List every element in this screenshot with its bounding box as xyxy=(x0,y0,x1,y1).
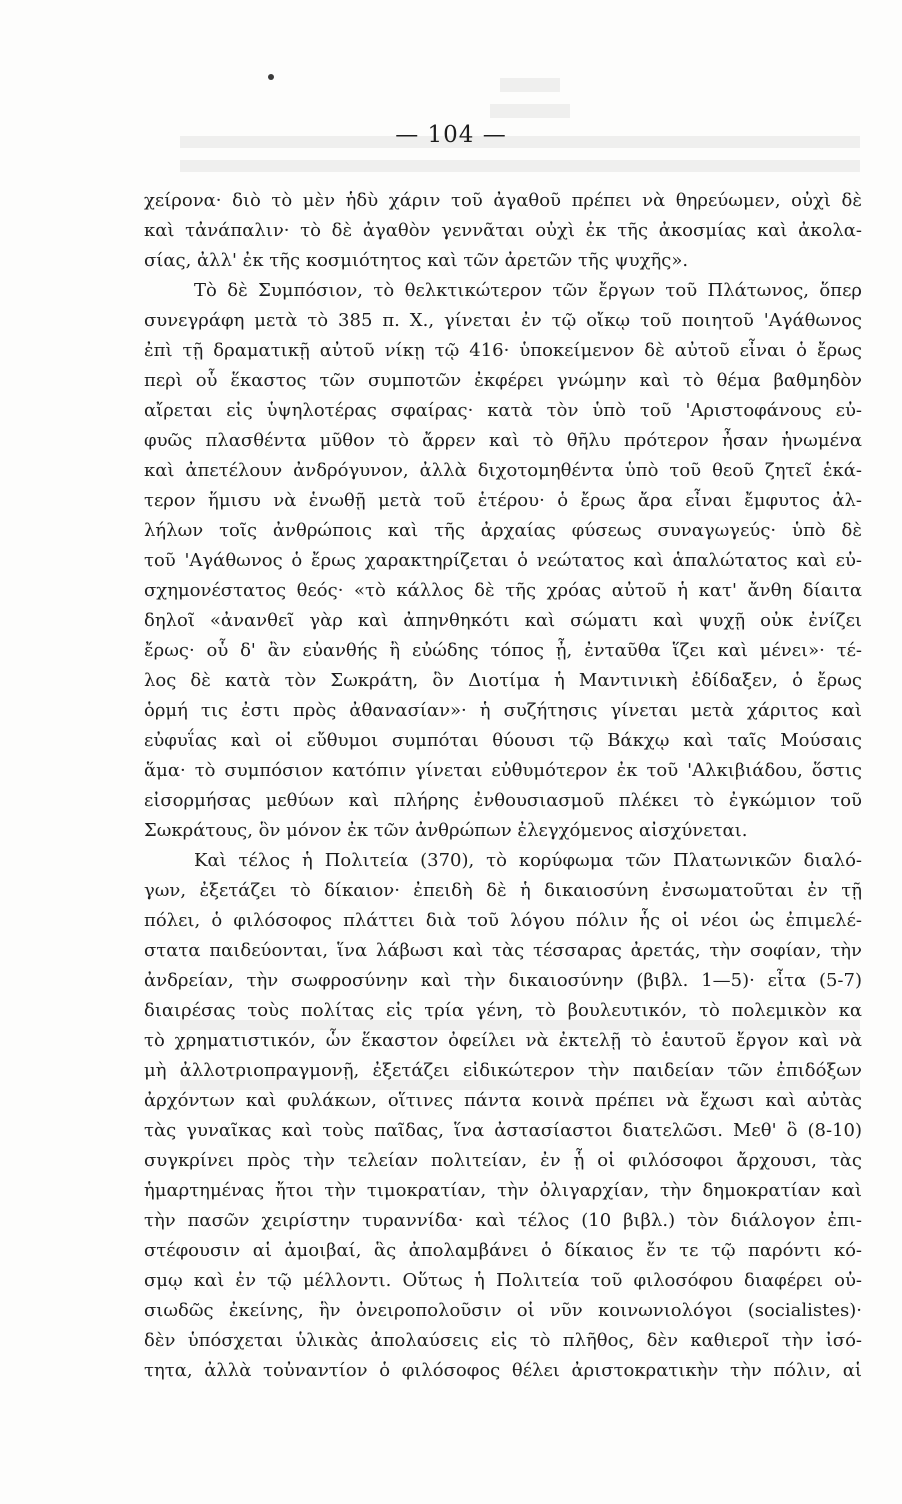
ink-speck xyxy=(268,74,274,80)
page-number: — 104 — xyxy=(395,122,507,148)
text-line: ἔρως· οὗ δ' ἂν εὐανθής ἢ εὐώδης τόπος ᾖ, ἐνταῦθα ἵζει καὶ μένει»· τέ- xyxy=(144,640,862,661)
text-line: τερον ἥμισυ νὰ ἑνωθῇ μετὰ τοῦ ἑτέρου· ὁ ἔρως ἄρα εἶναι ἔμφυτος ἀλ- xyxy=(144,490,862,511)
text-line: στατα παιδεύονται, ἵνα λάβωσι καὶ τὰς τέσσαρας ἀρετάς, τὴν σοφίαν, τὴν xyxy=(144,940,862,961)
text-line: Καὶ τέλος ἡ Πολιτεία (370), τὸ κορύφωμα τῶν Πλατωνικῶν διαλό- xyxy=(194,850,862,871)
text-line: Σωκράτους, ὃν μόνον ἐκ τῶν ἀνθρώπων ἐλεγχόμενος αἰσχύνεται. xyxy=(144,820,748,841)
text-line: σχημονέστατος θεός· «τὸ κάλλος δὲ τῆς χρόας αὐτοῦ ἡ κατ' ἄνθη δίαιτα xyxy=(144,580,862,601)
text-line: ἡμαρτημένας ἤτοι τὴν τιμοκρατίαν, τὴν ὀλιγαρχίαν, τὴν δημοκρατίαν καὶ xyxy=(144,1180,862,1201)
text-line: ἐπὶ τῇ δραματικῇ αὐτοῦ νίκῃ τῷ 416· ὑποκείμενον δὲ αὐτοῦ εἶναι ὁ ἔρως xyxy=(144,340,862,361)
text-line: τὸ χρηματιστικόν, ὧν ἕκαστον ὀφείλει νὰ ἐκτελῇ τὸ ἑαυτοῦ ἔργον καὶ νὰ xyxy=(144,1030,862,1051)
text-line: στέφουσιν αἱ ἀμοιβαί, ἃς ἀπολαμβάνει ὁ δίκαιος ἔν τε τῷ παρόντι κό- xyxy=(144,1240,862,1261)
text-line: λος δὲ κατὰ τὸν Σωκράτη, ὃν Διοτίμα ἡ Μαντινικὴ ἐδίδαξεν, ὁ ἔρως xyxy=(144,670,862,691)
text-line: δὲν ὑπόσχεται ὑλικὰς ἀπολαύσεις εἰς τὸ πλῆθος, δὲν καθιεροῖ τὴν ἰσό- xyxy=(144,1330,862,1351)
text-line: σίας, ἀλλ' ἐκ τῆς κοσμιότητος καὶ τῶν ἀρετῶν τῆς ψυχῆς». xyxy=(144,250,689,271)
text-line: συγκρίνει πρὸς τὴν τελείαν πολιτείαν, ἐν ᾗ οἱ φιλόσοφοι ἄρχουσι, τὰς xyxy=(144,1150,862,1171)
text-line: αἴρεται εἰς ὑψηλοτέρας σφαίρας· κατὰ τὸν ὑπὸ τοῦ 'Αριστοφάνους εὐ- xyxy=(144,400,862,421)
text-line: περὶ οὗ ἕκαστος τῶν συμποτῶν ἐκφέρει γνώμην καὶ τὸ θέμα βαθμηδὸν xyxy=(144,370,862,391)
text-line: ἀρχόντων καὶ φυλάκων, οἵτινες πάντα κοινὰ πρέπει νὰ ἔχωσι καὶ αὐτὰς xyxy=(144,1090,862,1111)
text-line: καὶ τἀνάπαλιν· τὸ δὲ ἀγαθὸν γεννᾶται οὐχὶ ἐκ τῆς ἀκοσμίας καὶ ἀκολα- xyxy=(144,220,862,241)
text-line: χείρονα· διὸ τὸ μὲν ἡδὺ χάριν τοῦ ἀγαθοῦ πρέπει νὰ θηρεύωμεν, οὐχὶ δὲ xyxy=(144,190,862,211)
text-line: καὶ ἀπετέλουν ἀνδρόγυνον, ἀλλὰ διχοτομηθέντα ὑπὸ τοῦ θεοῦ ζητεῖ ἑκά- xyxy=(144,460,862,481)
text-line: τὰς γυναῖκας καὶ τοὺς παῖδας, ἵνα ἀστασίαστοι διατελῶσι. Μεθ' ὃ (8-10) xyxy=(144,1120,862,1141)
body-text xyxy=(144,186,862,1386)
text-line: λήλων τοῖς ἀνθρώποις καὶ τῆς ἀρχαίας φύσεως συναγωγεύς· ὑπὸ δὲ xyxy=(144,520,862,541)
text-line: μὴ ἀλλοτριοπραγμονῇ, ἐξετάζει εἰδικώτερον τὴν παιδείαν τῶν ἐπιδόξων xyxy=(144,1060,862,1081)
text-line: εὐφυΐας καὶ οἱ εὔθυμοι συμπόται θύουσι τῷ Βάκχῳ καὶ ταῖς Μούσαις xyxy=(144,730,862,751)
text-line: τοῦ 'Αγάθωνος ὁ ἔρως χαρακτηρίζεται ὁ νεώτατος καὶ ἁπαλώτατος καὶ εὐ- xyxy=(144,550,862,571)
text-line: συνεγράφη μετὰ τὸ 385 π. Χ., γίνεται ἐν τῷ οἴκῳ τοῦ ποιητοῦ 'Αγάθωνος xyxy=(144,310,862,331)
text-line: σμῳ καὶ ἐν τῷ μέλλοντι. Οὕτως ἡ Πολιτεία τοῦ φιλοσόφου διαφέρει οὐ- xyxy=(144,1270,862,1291)
text-line: πόλει, ὁ φιλόσοφος πλάττει διὰ τοῦ λόγου πόλιν ἧς οἱ νέοι ὡς ἐπιμελέ- xyxy=(144,910,862,931)
text-line: εἰσορμήσας μεθύων καὶ πλήρης ἐνθουσιασμοῦ πλέκει τὸ ἐγκώμιον τοῦ xyxy=(144,790,862,811)
text-line: τὴν πασῶν χειρίστην τυραννίδα· καὶ τέλος (10 βιβλ.) τὸν διάλογον ἐπι- xyxy=(144,1210,862,1231)
text-line: γων, ἐξετάζει τὸ δίκαιον· ἐπειδὴ δὲ ἡ δικαιοσύνη ἐνσωματοῦται ἐν τῇ xyxy=(144,880,862,901)
text-line: Τὸ δὲ Συμπόσιον, τὸ θελκτικώτερον τῶν ἔργων τοῦ Πλάτωνος, ὅπερ xyxy=(194,280,862,301)
text-line: διαιρέσας τοὺς πολίτας εἰς τρία γένη, τὸ βουλευτικόν, τὸ πολεμικὸν κα xyxy=(144,1000,862,1021)
text-line: σιωδῶς ἐκείνης, ἣν ὀνειροπολοῦσιν οἱ νῦν κοινωνιολόγοι (socialistes)· xyxy=(144,1300,862,1321)
text-line: ἅμα· τὸ συμπόσιον κατόπιν γίνεται εὐθυμότερον ἐκ τοῦ 'Αλκιβιάδου, ὅστις xyxy=(144,760,862,781)
text-line: ἀνδρείαν, τὴν σωφροσύνην καὶ τὴν δικαιοσύνην (βιβλ. 1—5)· εἶτα (5-7) xyxy=(144,970,862,991)
text-line: φυῶς πλασθέντα μῦθον τὸ ἄρρεν καὶ τὸ θῆλυ πρότερον ἦσαν ἡνωμένα xyxy=(144,430,862,451)
text-line: τητα, ἀλλὰ τοὐναντίον ὁ φιλόσοφος θέλει ἀριστοκρατικὴν τὴν πόλιν, αἱ xyxy=(144,1360,862,1381)
text-line: ὁρμή τις ἐστι πρὸς ἀθανασίαν»· ἡ συζήτησις γίνεται μετὰ χάριτος καὶ xyxy=(144,700,862,721)
text-line: δηλοῖ «ἀνανθεῖ γὰρ καὶ ἀπηνθηκότι καὶ σώματι καὶ ψυχῇ οὐκ ἐνίζει xyxy=(144,610,862,631)
